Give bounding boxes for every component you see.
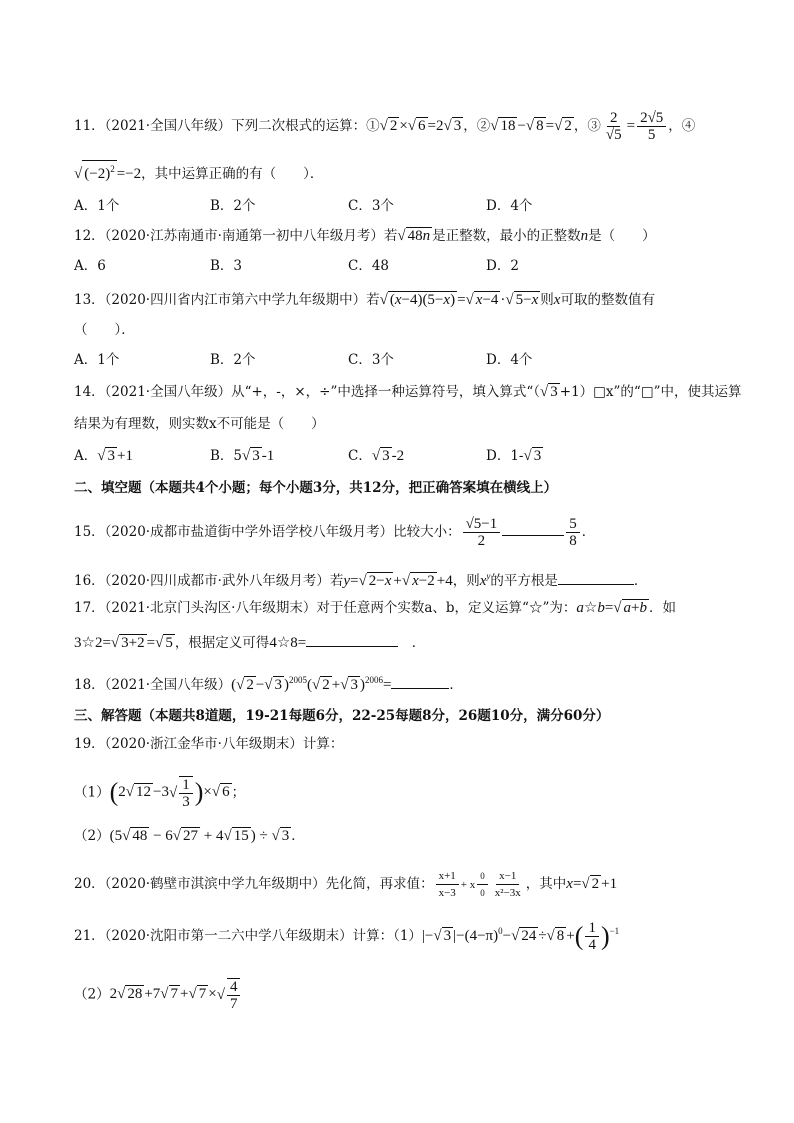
- q14-option-c: C．√ 3 -2: [348, 448, 405, 464]
- q13-option-b: B．2个: [210, 352, 256, 368]
- q14-option-a: A．√ 3 +1: [74, 448, 133, 464]
- q12-option-b: B．3: [210, 258, 243, 274]
- q11-prefix: 11．（2021·全国八年级）下列二次根式的运算：①: [74, 118, 380, 134]
- q16-expr: y=√ 2−x +√ x−2 +4: [343, 573, 453, 589]
- q11-line1: 11．（2021·全国八年级）下列二次根式的运算：①√ 2 ×√ 6 =2√ 3 ，②√ 18 −√ 8 =√ 2 ，③ $\frac{2}{√5}$ = $\frac{2√5}{5}$ ，④: [74, 110, 696, 143]
- q16-suffix: ，则: [452, 573, 480, 589]
- q12-suffix2: 是（ ）: [588, 228, 656, 244]
- q11-option-b: B．2个: [210, 198, 256, 214]
- q14-option-d: D．1-√ 3: [486, 448, 542, 464]
- q12-expr: √ 48n: [397, 228, 431, 244]
- q16-prefix: 16．（2020·四川成都市·武外八年级月考）若: [74, 573, 344, 589]
- q12-prefix: 12．（2020·江苏南通市·南通第一初中八年级月考）若: [74, 228, 398, 244]
- q21-line1: 21．（2020·沈阳市第一二六中学八年级期末）计算：（1）|−√ 3 $|-(4-\pi)^0-√$ 24 ÷√ 8 +( $\frac{1}{4}$ )$^{-1}$: [74, 920, 620, 953]
- q12-option-d: D．2: [486, 258, 519, 274]
- q16-suffix2: 的平方根是: [490, 573, 558, 589]
- q13-prefix: 13．（2020·四川省内江市第六中学九年级期中）若: [74, 292, 380, 308]
- q11-option-c: C．3个: [348, 198, 394, 214]
- q17-line1b: ．如: [649, 600, 676, 616]
- q18-expr: (√ 2 −√ 3 )$^{2005}$(√ 2 +√ 3 )$^{2006}$=: [231, 675, 392, 693]
- q11-frac: $\frac{2}{√5}$: [605, 110, 622, 143]
- section-fill-in-title: 二、填空题（本题共4个小题；每个小题3分，共12分，把正确答案填在横线上）: [74, 480, 558, 496]
- q15-frac1: $\frac{√5-1}{2}$: [463, 516, 501, 549]
- q13-option-c: C．3个: [348, 352, 394, 368]
- q15-answer-blank[interactable]: [502, 521, 564, 536]
- q18-answer-blank[interactable]: [391, 674, 449, 689]
- q11-option-a: A．1个: [74, 198, 120, 214]
- q13-option-d: D．4个: [486, 352, 533, 368]
- section-solve-title: 三、解答题（本题共8道题，19-21每题6分，22-25每题8分，26题10分，满分60分）: [74, 708, 610, 724]
- q19-part1: （1）(2√ 12 −3√ $\frac{1}{3}$ )×√ 6 ；: [74, 777, 246, 810]
- q17-line1: 17．（2021·北京门头沟区·八年级期末）对于任意两个实数a、b，定义运算“☆”为：: [74, 600, 577, 616]
- q17-line2b: ，根据定义可得: [174, 635, 270, 651]
- q18-line: 18．（2021·全国八年级）(√ 2 −√ 3 )$^{2005}$(√ 2 +√ 3 )$^{2006}$= ．: [74, 675, 463, 693]
- q15-frac2: $\frac{5}{8}$: [566, 516, 580, 549]
- q14-line2: 结果为有理数，则实数x不可能是（ ）: [74, 416, 325, 432]
- q13-expr: √ (x−4)(5−x) =√ x−4 ·√ 5−x: [379, 292, 539, 308]
- q18-prefix: 18．（2021·全国八年级）: [74, 677, 232, 693]
- q12-line1: 12．（2020·江苏南通市·南通第一初中八年级月考）若√ 48n 是正整数，最小的正整数n是（ ）: [74, 228, 656, 244]
- q13-suffix: 可取的整数值有: [560, 292, 655, 308]
- q19-title: 19．（2020·浙江金华市·八年级期末）计算：: [74, 736, 344, 752]
- q15-prefix: 15．（2020·成都市盐道街中学外语学校八年级月考）比较大小：: [74, 524, 461, 540]
- q16-line: 16．（2020·四川成都市·武外八年级月考）若y=√ 2−x +√ x−2 +4，则$x^y$的平方根是 ．: [74, 571, 648, 589]
- q14-line1: 14．（2021·全国八年级）从“+，-，×，÷”中选择一种运算符号，填入算式“（: [74, 384, 541, 400]
- q12-option-c: C．48: [348, 258, 390, 274]
- q21-part2: （2）2√ 28 +7√ 7 +√ 7 ×√ $\frac{4}{7}$: [74, 978, 242, 1012]
- q17-answer-blank[interactable]: [306, 632, 398, 647]
- q11-expr1: √ 2 ×√ 6 =2√ 3: [379, 118, 462, 134]
- q11-expr2: √ 18 −√ 8 =√ 2: [490, 118, 572, 134]
- q14-line1: 14．（2021·全国八年级）从“+，-，×，÷”中选择一种运算符号，填入算式“（√ 3 +1）□x”的“□”中，使其运算: [74, 384, 742, 400]
- q15-line: 15．（2020·成都市盐道街中学外语学校八年级月考）比较大小： $\frac{√5-1}{2}$ $\frac{5}{8}$ ．: [74, 516, 596, 549]
- q17-line2: 3☆2=√ 3+2 =√ 5 ，根据定义可得4☆8= ．: [74, 632, 425, 653]
- q11-expr4: √ $(-2)^2 =-2$: [74, 166, 141, 182]
- q21-prefix: 21．（2020·沈阳市第一二六中学八年级期末）计算：（1）: [74, 927, 422, 944]
- q11-option-d: D．4个: [486, 198, 533, 214]
- q13-line2: （ ）．: [74, 322, 135, 338]
- q17-line1: 17．（2021·北京门头沟区·八年级期末）对于任意两个实数a、b，定义运算“☆”为：a☆b=√ a+b ．如: [74, 600, 676, 616]
- q12-option-a: A．6: [74, 258, 106, 274]
- q20-suffix: ，其中: [525, 876, 567, 892]
- q14-option-b: B．5√ 3 -1: [210, 448, 275, 464]
- q19-part2: （2）(5√ 48 − 6√ 27 + 4√ 15 ) ÷ √ 3 ．: [74, 828, 305, 844]
- q16-answer-blank[interactable]: [558, 570, 634, 585]
- q11-middle: ，其中运算正确的有（ ）．: [141, 166, 324, 182]
- q20-prefix: 20．（2020·鹤壁市淇滨中学九年级期中）先化简，再求值：: [74, 876, 434, 892]
- q20-line: 20．（2020·鹤壁市淇滨中学九年级期中）先化简，再求值： $\frac{x+1}{x-3}$ + x $\frac{0}{0}$ $\frac{x-1}{\text{x²−3x}}$ ，其中x=√ 2 +1: [74, 870, 618, 899]
- q13-option-a: A．1个: [74, 352, 120, 368]
- q12-suffix: 是正整数，最小的正整数: [432, 228, 581, 244]
- q11-line2: [74, 160, 323, 184]
- q13-line1: 13．（2020·四川省内江市第六中学九年级期中）若√ (x−4)(5−x) =√ x−4 ·√ 5−x 则x可取的整数值有: [74, 292, 655, 308]
- q14-line1b: +1）□x”的“□”中，使其运算: [559, 384, 742, 400]
